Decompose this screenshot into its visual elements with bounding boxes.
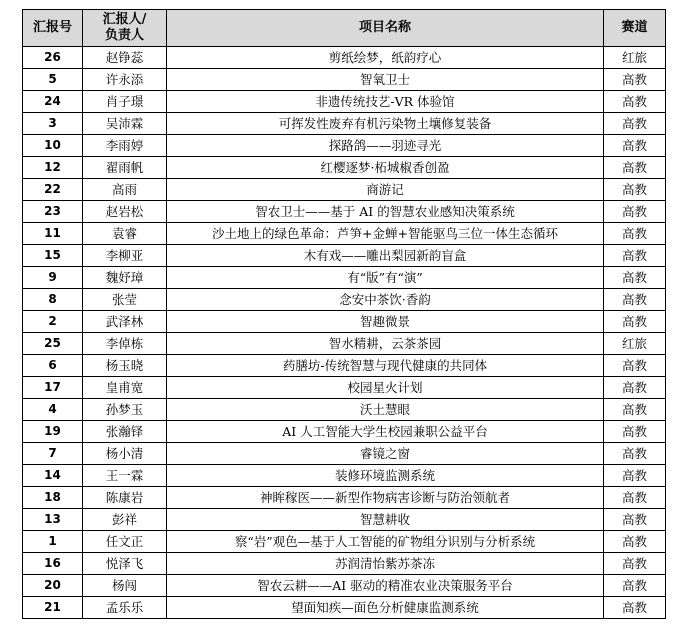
project-name-cell: 可挥发性废弃有机污染物土壤修复装备 — [167, 113, 604, 135]
presenter-cell: 杨玉晓 — [83, 355, 167, 377]
table-row — [23, 47, 666, 69]
table-row — [23, 399, 666, 421]
header-presenter-line1: 汇报人/ — [102, 12, 147, 27]
report-number-cell: 17 — [23, 377, 83, 399]
table-row — [23, 355, 666, 377]
header-project-name: 项目名称 — [167, 10, 604, 47]
report-schedule-table — [22, 9, 666, 619]
presenter-cell: 翟雨帆 — [83, 157, 167, 179]
presenter-cell: 孟乐乐 — [83, 597, 167, 619]
presenter-cell: 袁睿 — [83, 223, 167, 245]
project-name-cell: 智慧耕收 — [167, 509, 604, 531]
track-cell: 高教 — [604, 69, 666, 91]
presenter-cell: 吴沛霖 — [83, 113, 167, 135]
project-name-cell: 念安中茶饮·香韵 — [167, 289, 604, 311]
presenter-cell: 李倬栋 — [83, 333, 167, 355]
table-row — [23, 377, 666, 399]
track-cell: 高教 — [604, 443, 666, 465]
table-row — [23, 267, 666, 289]
report-number-cell: 12 — [23, 157, 83, 179]
presenter-cell: 赵岩松 — [83, 201, 167, 223]
table-row — [23, 575, 666, 597]
project-name-cell: 睿镜之窗 — [167, 443, 604, 465]
presenter-cell: 杨闯 — [83, 575, 167, 597]
presenter-cell: 陈康岩 — [83, 487, 167, 509]
track-cell: 高教 — [604, 113, 666, 135]
project-name-cell: 苏润清怡紫苏茶冻 — [167, 553, 604, 575]
table-row — [23, 509, 666, 531]
project-name-cell: 智农卫士——基于 AI 的智慧农业感知决策系统 — [167, 201, 604, 223]
header-presenter — [83, 10, 167, 47]
project-name-cell: 装修环境监测系统 — [167, 465, 604, 487]
report-number-cell: 14 — [23, 465, 83, 487]
track-cell: 红旅 — [604, 47, 666, 69]
track-cell: 高教 — [604, 553, 666, 575]
presenter-cell: 皇甫宽 — [83, 377, 167, 399]
report-number-cell: 1 — [23, 531, 83, 553]
presenter-cell: 任文正 — [83, 531, 167, 553]
report-number-cell: 16 — [23, 553, 83, 575]
report-number-cell: 4 — [23, 399, 83, 421]
table-row — [23, 157, 666, 179]
table-header — [23, 10, 666, 47]
report-number-cell: 3 — [23, 113, 83, 135]
table-row — [23, 443, 666, 465]
report-number-cell: 15 — [23, 245, 83, 267]
project-name-cell: 智水精耕，云茶茶园 — [167, 333, 604, 355]
track-cell: 高教 — [604, 201, 666, 223]
report-number-cell: 22 — [23, 179, 83, 201]
table-row — [23, 91, 666, 113]
table-row — [23, 223, 666, 245]
project-name-cell: 智趣微景 — [167, 311, 604, 333]
report-number-cell: 6 — [23, 355, 83, 377]
table-row — [23, 113, 666, 135]
project-name-cell: 智农云耕——AI 驱动的精准农业决策服务平台 — [167, 575, 604, 597]
table-row — [23, 311, 666, 333]
project-name-cell: 沃土慧眼 — [167, 399, 604, 421]
table-row — [23, 553, 666, 575]
report-number-cell: 9 — [23, 267, 83, 289]
header-presenter-line2: 负责人 — [104, 28, 144, 43]
presenter-cell: 彭祥 — [83, 509, 167, 531]
project-name-cell: 校园星火计划 — [167, 377, 604, 399]
table-row — [23, 69, 666, 91]
presenter-cell: 魏妤璋 — [83, 267, 167, 289]
report-number-cell: 10 — [23, 135, 83, 157]
track-cell: 高教 — [604, 531, 666, 553]
presenter-cell: 张莹 — [83, 289, 167, 311]
report-number-cell: 18 — [23, 487, 83, 509]
track-cell: 高教 — [604, 465, 666, 487]
table-row — [23, 179, 666, 201]
table-row — [23, 135, 666, 157]
presenter-cell: 肖子璟 — [83, 91, 167, 113]
presenter-cell: 赵铮蕊 — [83, 47, 167, 69]
track-cell: 高教 — [604, 157, 666, 179]
track-cell: 高教 — [604, 91, 666, 113]
report-number-cell: 8 — [23, 289, 83, 311]
header-report-number: 汇报号 — [23, 10, 83, 47]
project-name-cell: AI 人工智能大学生校园兼职公益平台 — [167, 421, 604, 443]
presenter-cell: 王一霖 — [83, 465, 167, 487]
schedule-table-wrapper — [22, 9, 665, 619]
track-cell: 高教 — [604, 377, 666, 399]
track-cell: 高教 — [604, 223, 666, 245]
report-number-cell: 26 — [23, 47, 83, 69]
table-row — [23, 597, 666, 619]
track-cell: 高教 — [604, 487, 666, 509]
table-row — [23, 333, 666, 355]
track-cell: 高教 — [604, 575, 666, 597]
table-row — [23, 245, 666, 267]
project-name-cell: 非遗传统技艺-VR 体验馆 — [167, 91, 604, 113]
presenter-cell: 张瀚铎 — [83, 421, 167, 443]
table-row — [23, 421, 666, 443]
track-cell: 高教 — [604, 399, 666, 421]
project-name-cell: 智氧卫士 — [167, 69, 604, 91]
track-cell: 高教 — [604, 179, 666, 201]
track-cell: 高教 — [604, 245, 666, 267]
table-row — [23, 289, 666, 311]
presenter-cell: 悦泽飞 — [83, 553, 167, 575]
project-name-cell: 望面知疾—面色分析健康监测系统 — [167, 597, 604, 619]
report-number-cell: 11 — [23, 223, 83, 245]
project-name-cell: 药膳坊-传统智慧与现代健康的共同体 — [167, 355, 604, 377]
project-name-cell: 木有戏——雕出梨园新韵盲盒 — [167, 245, 604, 267]
header-track: 赛道 — [604, 10, 666, 47]
track-cell: 高教 — [604, 135, 666, 157]
table-body — [23, 47, 666, 619]
track-cell: 红旅 — [604, 333, 666, 355]
track-cell: 高教 — [604, 267, 666, 289]
presenter-cell: 武泽林 — [83, 311, 167, 333]
report-number-cell: 20 — [23, 575, 83, 597]
report-number-cell: 13 — [23, 509, 83, 531]
presenter-cell: 高雨 — [83, 179, 167, 201]
project-name-cell: 剪纸绘梦，纸韵疗心 — [167, 47, 604, 69]
presenter-cell: 李雨婷 — [83, 135, 167, 157]
project-name-cell: 有“版”有“演” — [167, 267, 604, 289]
report-number-cell: 24 — [23, 91, 83, 113]
presenter-cell: 孙梦玉 — [83, 399, 167, 421]
track-cell: 高教 — [604, 289, 666, 311]
report-number-cell: 5 — [23, 69, 83, 91]
project-name-cell: 探路鸽——羽迹寻光 — [167, 135, 604, 157]
report-number-cell: 2 — [23, 311, 83, 333]
table-row — [23, 465, 666, 487]
track-cell: 高教 — [604, 597, 666, 619]
project-name-cell: 红樱逐梦·柘城椒香创盈 — [167, 157, 604, 179]
presenter-cell: 杨小清 — [83, 443, 167, 465]
presenter-cell: 李柳亚 — [83, 245, 167, 267]
track-cell: 高教 — [604, 355, 666, 377]
project-name-cell: 察“岩”观色—基于人工智能的矿物组分识别与分析系统 — [167, 531, 604, 553]
table-row — [23, 487, 666, 509]
table-row — [23, 531, 666, 553]
header-row — [23, 10, 666, 47]
report-number-cell: 25 — [23, 333, 83, 355]
report-number-cell: 23 — [23, 201, 83, 223]
project-name-cell: 神眸稼医——新型作物病害诊断与防治领航者 — [167, 487, 604, 509]
report-number-cell: 21 — [23, 597, 83, 619]
track-cell: 高教 — [604, 421, 666, 443]
presenter-cell: 许永添 — [83, 69, 167, 91]
report-number-cell: 7 — [23, 443, 83, 465]
track-cell: 高教 — [604, 509, 666, 531]
track-cell: 高教 — [604, 311, 666, 333]
project-name-cell: 商游记 — [167, 179, 604, 201]
report-number-cell: 19 — [23, 421, 83, 443]
table-row — [23, 201, 666, 223]
project-name-cell: 沙土地上的绿色革命：芦笋+金蝉+智能驱鸟三位一体生态循环 — [167, 223, 604, 245]
